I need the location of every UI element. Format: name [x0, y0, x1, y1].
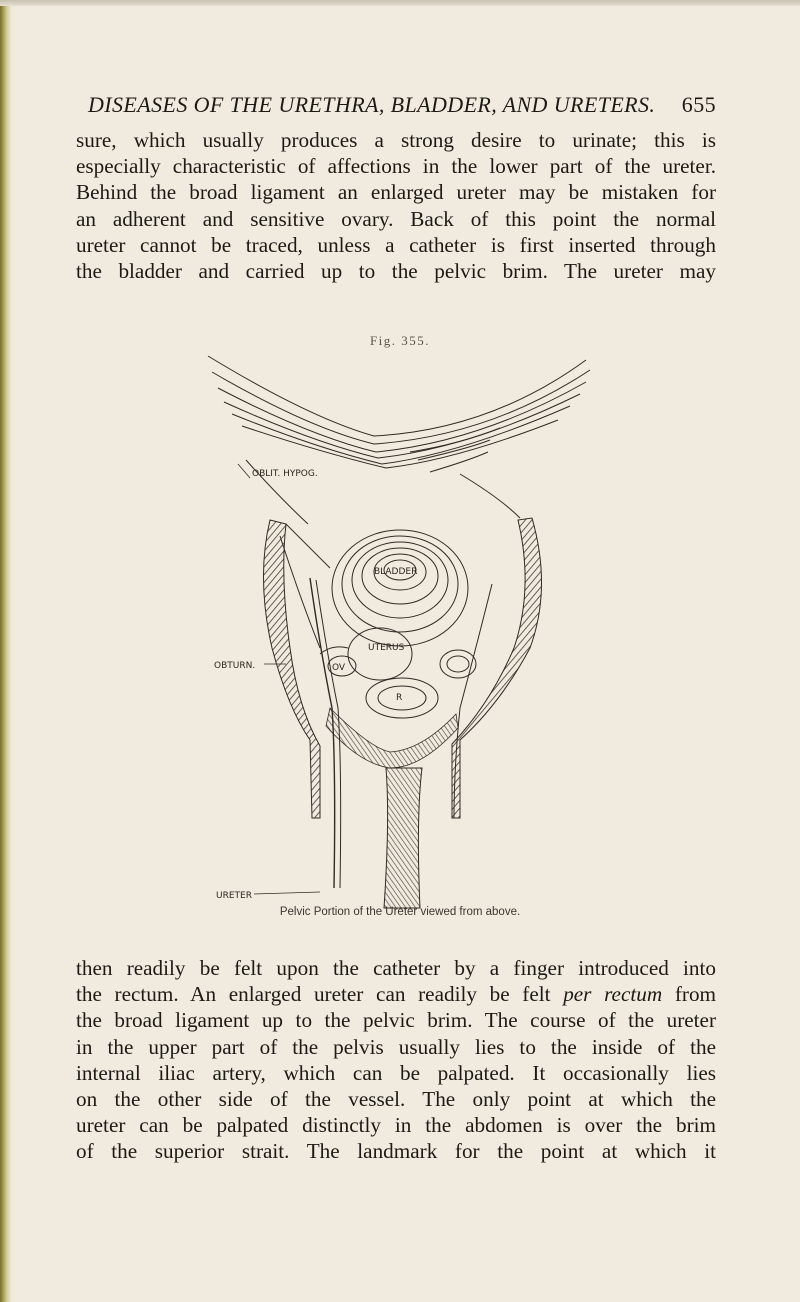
text-line: then readily be felt upon the catheter by a finger introduced into	[76, 956, 716, 980]
pelvic-ureter-illustration	[160, 348, 630, 928]
text-line: ureter cannot be traced, unless a catheter is first inserted through	[76, 232, 716, 257]
label-ureter: URETER	[216, 891, 252, 901]
label-oblit-hypog: OBLIT. HYPOG.	[252, 469, 318, 479]
italic-phrase: per rectum	[563, 982, 663, 1007]
left-pelvic-wall	[263, 520, 320, 818]
text-line: on the other side of the vessel. The only point at which the	[76, 1086, 716, 1111]
running-header	[88, 92, 716, 118]
text-line: internal iliac artery, which can be palpated. It occasionally lies	[76, 1060, 716, 1085]
label-ovary: OV	[332, 663, 346, 673]
text-line: sure, which usually produces a strong desire to urinate; this is	[76, 128, 716, 152]
text-segment: the rectum. An enlarged ureter can readily be felt	[76, 982, 564, 1007]
page-top-edge	[0, 0, 800, 6]
label-uterus: UTERUS	[368, 643, 405, 653]
label-obturator: OBTURN.	[214, 661, 256, 671]
paragraph-top	[76, 127, 716, 284]
text-line: the broad ligament up to the pelvic brim. The course of the ureter	[76, 1008, 716, 1033]
text-line: especially characteristic of affections in the lower part of the ureter.	[76, 154, 716, 179]
page-number: 655	[681, 92, 716, 117]
text-line: Behind the broad ligament an enlarged ureter may be mistaken for	[76, 180, 716, 205]
text-line: in the upper part of the pelvis usually lies to the inside of the	[76, 1034, 716, 1059]
text-line: of the superior strait. The landmark for the point at which it	[76, 1139, 716, 1164]
text-line	[76, 981, 716, 1007]
text-segment: from	[662, 982, 717, 1007]
label-bladder: BLADDER	[374, 567, 418, 577]
right-pelvic-wall	[452, 518, 542, 818]
text-line: the bladder and carried up to the pelvic brim. The ureter may	[76, 258, 716, 283]
figure-label: Fig. 355.	[369, 333, 431, 348]
text-line: an adherent and sensitive ovary. Back of this point the normal	[76, 206, 716, 231]
figure-caption: Pelvic Portion of the Ureter viewed from above.	[279, 906, 521, 918]
paragraph-bottom	[76, 955, 716, 1165]
rectum-column	[384, 768, 422, 908]
running-title: DISEASES OF THE URETHRA, BLADDER, AND URETERS.	[88, 92, 656, 117]
text-line: ureter can be palpated distinctly in the abdomen is over the brim	[76, 1113, 716, 1138]
label-rectum: R	[396, 693, 403, 703]
book-binding-edge	[0, 0, 14, 1302]
